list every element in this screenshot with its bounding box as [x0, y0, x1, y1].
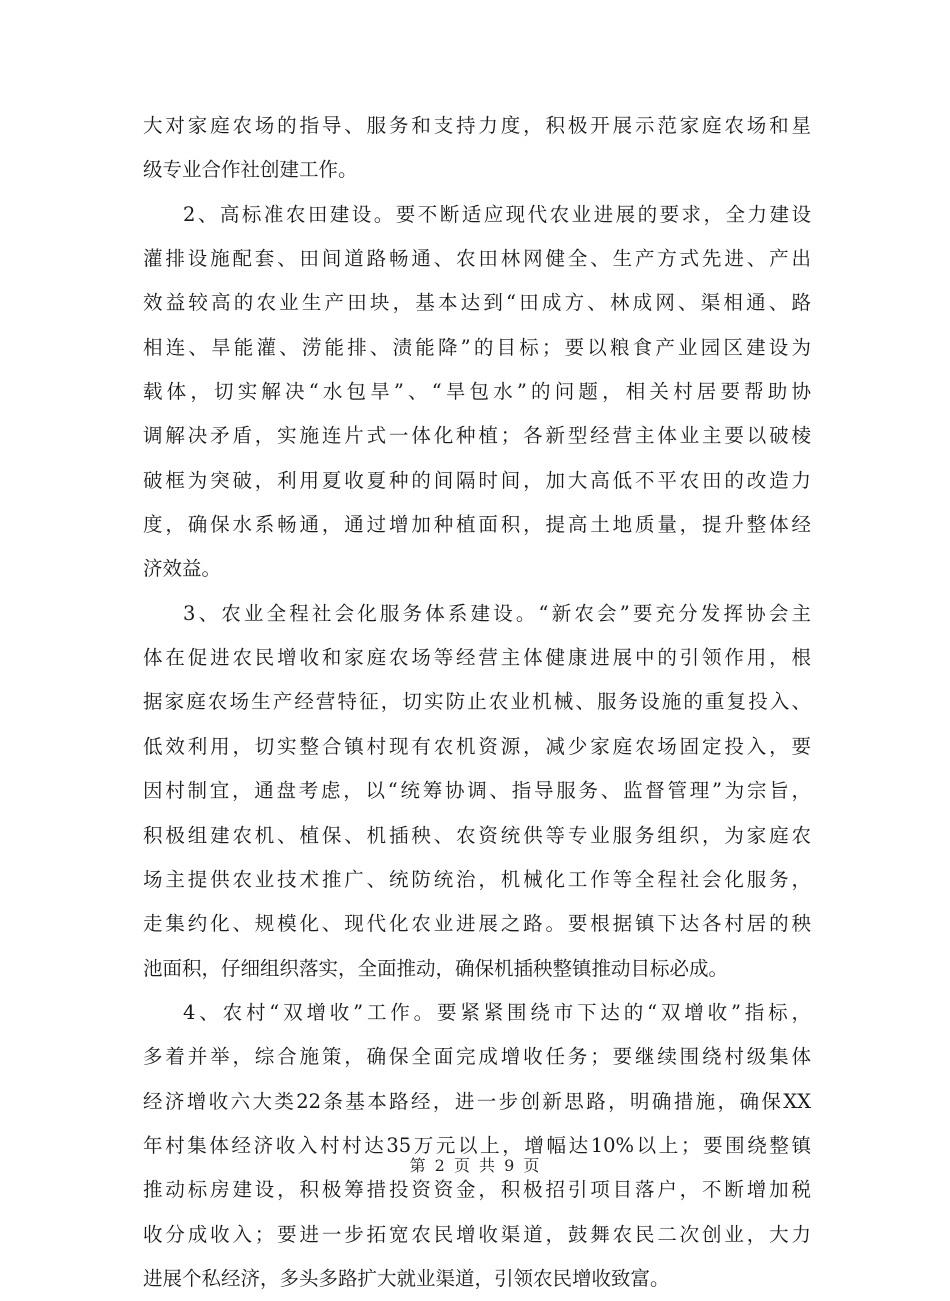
text-line: 推动标房建设，积极筹措投资资金，积极招引项目落户，不断增加税	[143, 1178, 811, 1202]
text-line: 低效利用，切实整合镇村现有农机资源，减少家庭农场固定投入，要	[143, 734, 811, 758]
page-number-footer: 第 2 页 共 9 页	[409, 1156, 541, 1175]
text-line: 进展个私经济，多头多路扩大就业渠道，引领农民增收致富。	[143, 1266, 670, 1290]
document-body	[143, 104, 811, 1301]
paragraph-heading-line: 4、农村“双增收”工作。要紧紧围绕市下达的“双增收”指标，	[183, 1000, 811, 1024]
text-line: 据家庭农场生产经营特征，切实防止农业机械、服务设施的重复投入、	[143, 690, 811, 714]
text-line: 年村集体经济收入村村达35万元以上，增幅达10%以上；要围绕整镇	[143, 1133, 811, 1157]
paragraph-heading-line: 3、农业全程社会化服务体系建设。“新农会”要充分发挥协会主	[183, 601, 811, 625]
text-line: 经济增收六大类22条基本路经，进一步创新思路，明确措施，确保XX	[143, 1089, 811, 1113]
text-line: 收分成收入；要进一步拓宽农民增收渠道，鼓舞农民二次创业，大力	[143, 1222, 811, 1246]
text-line: 多着并举，综合施策，确保全面完成增收任务；要继续围绕村级集体	[143, 1045, 811, 1069]
text-line: 体在促进农民增收和家庭农场等经营主体健康进展中的引领作用，根	[143, 646, 811, 670]
paragraph-double-income	[143, 991, 811, 1301]
text-line: 度，确保水系畅通，通过增加种植面积，提高土地质量，提升整体经	[143, 513, 811, 537]
text-line: 效益较高的农业生产田块，基本达到“田成方、林成网、渠相通、路	[143, 291, 811, 315]
text-line: 积极组建农机、植保、机插秧、农资统供等专业服务组织，为家庭农	[143, 823, 811, 847]
text-line: 大对家庭农场的指导、服务和支持力度，积极开展示范家庭农场和星	[143, 114, 811, 137]
text-line: 破框为突破，利用夏收夏种的间隔时间，加大高低不平农田的改造力	[143, 468, 811, 492]
text-line: 走集约化、规模化、现代化农业进展之路。要根据镇下达各村居的秧	[143, 912, 811, 936]
text-line: 级专业合作社创建工作。	[143, 158, 358, 182]
text-line: 池面积，仔细组织落实，全面推动，确保机插秧整镇推动目标必成。	[143, 956, 729, 980]
text-line: 场主提供农业技术推广、统防统治，机械化工作等全程社会化服务，	[143, 867, 811, 891]
text-line: 灌排设施配套、田间道路畅通、农田林网健全、生产方式先进、产出	[143, 247, 811, 271]
text-line: 因村制宜，通盘考虑，以“统筹协调、指导服务、监督管理”为宗旨，	[143, 779, 811, 803]
paragraph-heading-line: 2、高标准农田建设。要不断适应现代农业进展的要求，全力建设	[183, 202, 811, 226]
text-line: 载体，切实解决“水包旱”、“旱包水”的问题，相关村居要帮助协	[143, 380, 811, 404]
text-line: 济效益。	[143, 557, 222, 581]
text-line: 调解决矛盾，实施连片式一体化种植；各新型经营主体业主要以破棱	[143, 424, 811, 448]
text-line: 相连、旱能灌、涝能排、渍能降”的目标；要以粮食产业园区建设为	[143, 335, 811, 359]
paragraph-socialized-service	[143, 592, 811, 991]
paragraph-farmland-construction	[143, 193, 811, 592]
paragraph-family-farm-continuation	[143, 104, 811, 193]
